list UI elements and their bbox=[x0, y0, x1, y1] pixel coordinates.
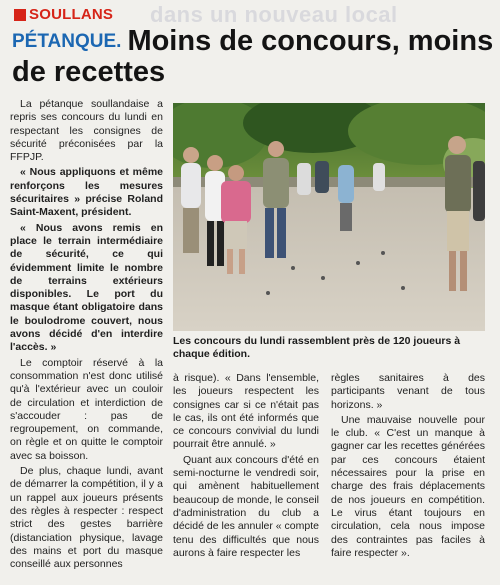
article-column-1 bbox=[10, 98, 163, 582]
town-rubric bbox=[14, 6, 113, 23]
paragraph: Quant aux concours d'été en semi-nocturne le vendredi soir, qui amènent habituellement beaucoup de monde, le conseil d'administration du club a décidé de les annuler « compte tenu des difficultés que nous aurons à faire respecter les bbox=[173, 453, 319, 559]
paragraph: La pétanque soullandaise a repris ses concours du lundi en respectant les consignes de sécurité préconisées par la FFPJP. bbox=[10, 98, 163, 164]
paragraph: à risque). « Dans l'ensemble, les joueurs respectent les consignes car si ce n'était pas le cas, ils ont été informés que ce concours convivial du lundi pourrait être annulé. » bbox=[173, 372, 319, 451]
article-column-3 bbox=[331, 372, 485, 582]
red-square-icon bbox=[14, 9, 26, 21]
article-headline bbox=[12, 26, 497, 88]
paragraph: « Nous avons remis en place le terrain intermédiaire de sécurité, ce qui évidemment limite le nombre de terrains extérieurs disponibles. Le port du masque étant obligatoire dans le boulodrome couvert, nous avons décidé d'en interdire l'accès. » bbox=[10, 221, 163, 354]
headline-text: Moins de concours, moins de recettes bbox=[12, 25, 494, 88]
paragraph: Une mauvaise nouvelle pour le club. « C'est un manque à gagner car les recettes générées par ces concours étaient nécessaires pour la prise en charge des frais déplacements de nos joueurs en compétition. Le virus étant toujours en circulation, cela nous impose des contraintes pas faciles à faire respecter ». bbox=[331, 413, 485, 559]
photo-caption: Les concours du lundi rassemblent près de 120 joueurs à chaque édition. bbox=[173, 335, 461, 360]
previous-article-headline-fragment: dans un nouveau local bbox=[150, 2, 398, 27]
paragraph: De plus, chaque lundi, avant de démarrer la compétition, il y a un rappel aux joueurs présents des règles à respecter : respect strict des gestes barrière (distanciation physique, lavage des mains et port du masque conseillé aux personnes bbox=[10, 465, 163, 571]
town-name: SOULLANS bbox=[29, 6, 114, 23]
paragraph: Le comptoir réservé à la consommation n'est donc utilisé qu'à l'extérieur avec un couloir de circulation et interdiction de s'accouder : pas de regroupement, on commande, on règle et on quitte le comptoir avec sa boisson. bbox=[10, 356, 163, 462]
paragraph: règles sanitaires à des participants venant de tous horizons. » bbox=[331, 372, 485, 411]
article-photo bbox=[173, 103, 485, 331]
petanque-players-image bbox=[173, 103, 485, 331]
article-column-2 bbox=[173, 372, 319, 582]
paragraph: « Nous appliquons et même renforçons les mesures sécuritaires » précise Roland Saint-Maxent, président. bbox=[10, 166, 163, 219]
headline-kicker: PÉTANQUE. bbox=[12, 31, 122, 52]
